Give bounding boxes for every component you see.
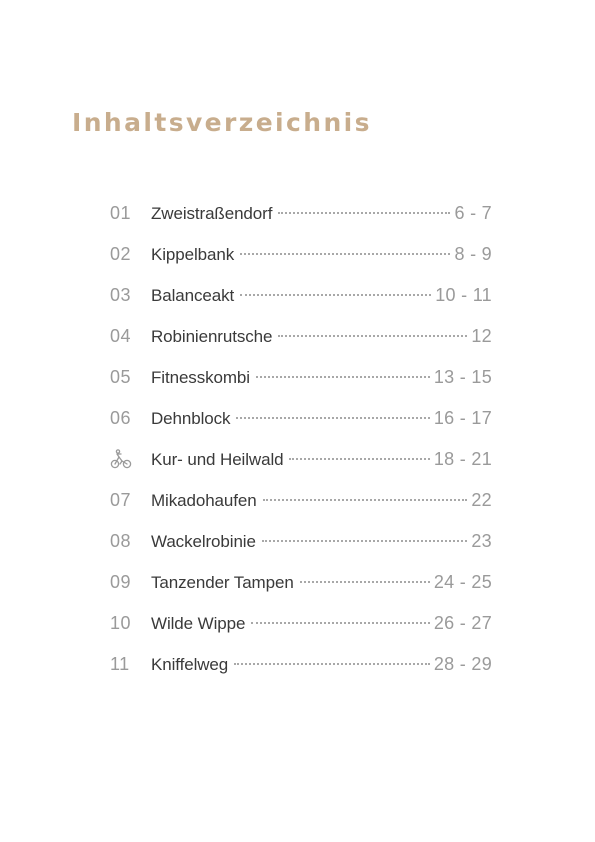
toc-entry[interactable] xyxy=(110,240,492,281)
entry-pages: 26 - 27 xyxy=(433,613,492,633)
dot-leader xyxy=(278,335,467,337)
entry-title: Dehnblock xyxy=(151,409,231,428)
entry-title: Wackelrobinie xyxy=(151,532,256,551)
toc-entry[interactable] xyxy=(110,568,492,609)
dot-leader xyxy=(240,294,431,296)
toc-entry[interactable] xyxy=(110,281,492,322)
dot-leader xyxy=(236,417,429,419)
dot-leader xyxy=(289,458,429,460)
entry-number: 02 xyxy=(110,244,132,264)
entry-number: 05 xyxy=(110,367,132,387)
entry-title: Kniffelweg xyxy=(151,655,229,674)
entry-number: 03 xyxy=(110,285,132,305)
toc-entry[interactable] xyxy=(110,363,492,404)
toc-entry[interactable] xyxy=(110,404,492,445)
dot-leader xyxy=(263,499,468,501)
toc-entry[interactable] xyxy=(110,445,492,486)
toc-entry[interactable] xyxy=(110,199,492,240)
entry-pages: 24 - 25 xyxy=(433,572,492,592)
cyclist-icon xyxy=(110,449,132,469)
entry-number: 06 xyxy=(110,408,132,428)
page-title: Inhaltsverzeichnis xyxy=(72,108,372,137)
entry-pages: 10 - 11 xyxy=(435,285,492,305)
dot-leader xyxy=(234,663,430,665)
entry-pages: 16 - 17 xyxy=(433,408,492,428)
dot-leader xyxy=(251,622,430,624)
entry-pages: 8 - 9 xyxy=(454,244,492,264)
entry-pages: 12 xyxy=(471,326,492,346)
entry-number: 04 xyxy=(110,326,132,346)
toc-entry[interactable] xyxy=(110,486,492,527)
entry-title: Robinienrutsche xyxy=(151,327,273,346)
toc-entry[interactable] xyxy=(110,650,492,691)
entry-title: Tanzender Tampen xyxy=(151,573,294,592)
entry-pages: 22 xyxy=(471,490,492,510)
entry-number: 08 xyxy=(110,531,132,551)
entry-title: Zweistraßendorf xyxy=(151,204,273,223)
dot-leader xyxy=(240,253,450,255)
entry-title: Kur- und Heilwald xyxy=(151,450,284,469)
entry-title: Wilde Wippe xyxy=(151,614,246,633)
entry-pages: 6 - 7 xyxy=(454,203,492,223)
entry-number: 10 xyxy=(110,613,132,633)
dot-leader xyxy=(300,581,430,583)
toc-entry[interactable] xyxy=(110,527,492,568)
toc-entry[interactable] xyxy=(110,322,492,363)
entry-title: Kippelbank xyxy=(151,245,235,264)
entry-title: Balanceakt xyxy=(151,286,235,305)
entry-pages: 28 - 29 xyxy=(433,654,492,674)
entry-pages: 23 xyxy=(471,531,492,551)
entry-title: Mikadohaufen xyxy=(151,491,257,510)
entry-pages: 13 - 15 xyxy=(433,367,492,387)
entry-title: Fitnesskombi xyxy=(151,368,250,387)
entry-number: 09 xyxy=(110,572,132,592)
dot-leader xyxy=(262,540,468,542)
dot-leader xyxy=(278,212,450,214)
entry-number: 07 xyxy=(110,490,132,510)
entry-icon-cell xyxy=(110,445,151,473)
entry-pages: 18 - 21 xyxy=(433,449,492,469)
entry-number: 11 xyxy=(110,654,130,674)
dot-leader xyxy=(256,376,430,378)
table-of-contents xyxy=(110,199,492,691)
entry-number: 01 xyxy=(110,203,132,223)
toc-entry[interactable] xyxy=(110,609,492,650)
